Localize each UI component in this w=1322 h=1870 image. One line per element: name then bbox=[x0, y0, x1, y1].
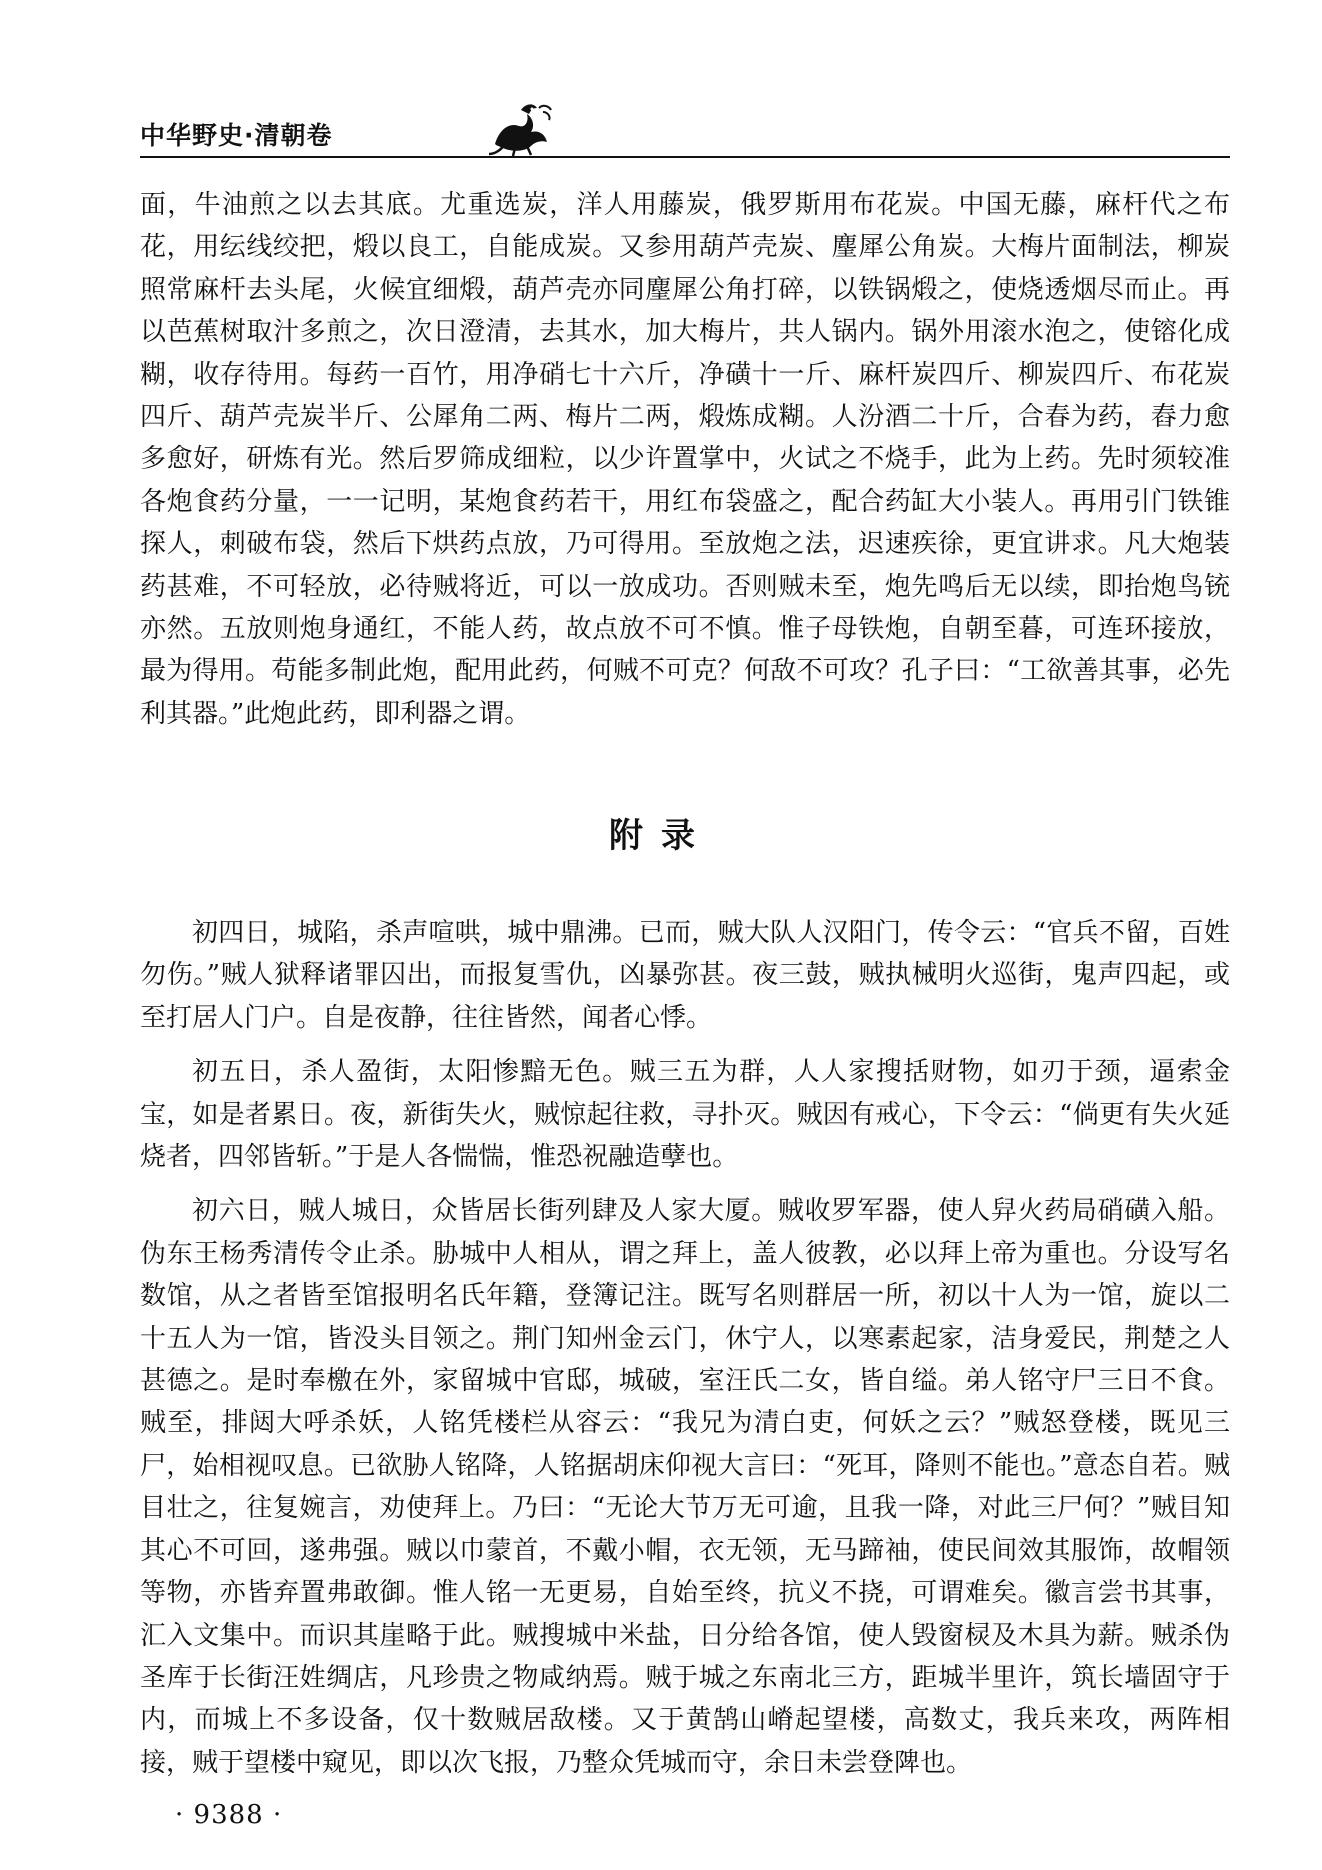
appendix-heading: 附录 bbox=[609, 816, 713, 856]
book-title: 中华野史·清朝卷 bbox=[140, 121, 333, 150]
appendix-paragraph: 初六日，贼人城日，众皆居长街列肆及人家大厦。贼收罗军器，使人舁火药局硝磺入船。伪东王杨秀清传令止杀。胁城中人相从，谓之拜上，盖人彼教，必以拜上帝为重也。分设写名数馆，从之者皆至馆报明名氏年籍，登簿记注。既写名则群居一所，初以十人为一馆，旋以二十五人为一馆，皆没头目领之。荆门知州金云门，休宁人，以寒素起家，洁身爱民，荆楚之人甚德之。是时奉檄在外，家留城中官邸，城破，室汪氏二女，皆自缢。弟人铭守尸三日不食。贼至，排闼大呼杀妖，人铭凭楼栏从容云：“我兄为清白吏，何妖之云？”贼怒登楼，既见三尸，始相视叹息。已欲胁人铭降，人铭据胡床仰视大言曰：“死耳，降则不能也。”意态自若。贼目壮之，往复婉言，劝使拜上。乃曰：“无论大节万无可逾，且我一降，对此三尸何？”贼目知其心不可回，遂弗强。贼以巾蒙首，不戴小帽，衣无领，无马蹄袖，使民间效其服饰，故帽领等物，亦皆弃置弗敢御。惟人铭一无更易，自始至终，抗义不挠，可谓难矣。徽言尝书其事，汇入文集中。而识其崖略于此。贼搜城中米盐，日分给各馆，使人毁窗棂及木具为薪。贼杀伪圣库于长街汪姓绸店，凡珍贵之物咸纳焉。贼于城之东南北三方，距城半里许，筑长墙固守于内，而城上不多设备，仅十数贼居敌楼。又于黄鹄山嵴起望楼，高数丈，我兵来攻，两阵相接，贼于望楼中窥见，即以次飞报，乃整众凭城而守，余日未尝登陴也。 bbox=[140, 1196, 1230, 1778]
running-header bbox=[140, 108, 1230, 158]
continued-paragraph: 面，牛油煎之以去其底。尤重选炭，洋人用藤炭，俄罗斯用布花炭。中国无藤，麻杆代之布花，用纭线绞把，煅以良工，自能成炭。又参用葫芦壳炭、麈犀公角炭。大梅片面制法，柳炭照常麻杆去头尾，火候宜细煅，葫芦壳亦同麈犀公角打碎，以铁锅煅之，使烧透烟尽而止。再以芭蕉树取汁多煎之，次日澄清，去其水，加大梅片，共人锅内。锅外用滚水泡之，使镕化成糊，收存待用。每药一百竹，用净硝七十六斤，净磺十一斤、麻杆炭四斤、柳炭四斤、布花炭四斤、葫芦壳炭半斤、公犀角二两、梅片二两，煅炼成糊。人汾酒二十斤，合春为药，舂力愈多愈好，研炼有光。然后罗筛成细粒，以少许置掌中，火试之不烧手，此为上药。先时须较准各炮食药分量，一一记明，某炮食药若干，用红布袋盛之，配合药缸大小装人。再用引门铁锥探人，刺破布袋，然后下烘药点放，乃可得用。至放炮之法，迟速疾徐，更宜讲求。凡大炮装药甚难，不可轻放，必待贼将近，可以一放成功。否则贼未至，炮先鸣后无以续，即抬炮鸟铳亦然。五放则炮身通红，不能人药，故点放不可不慎。惟子母铁炮，自朝至暮，可连环接放，最为得用。苟能多制此炮，配用此药，何贼不可克？何敌不可攻？孔子曰：“工欲善其事，必先利其器。”此炮此药，即利器之谓。 bbox=[140, 190, 1230, 729]
dragon-emblem-icon bbox=[485, 100, 555, 158]
appendix-paragraph: 初五日，杀人盈街，太阳惨黯无色。贼三五为群，人人家搜括财物，如刃于颈，逼索金宝，如是者累日。夜，新街失火，贼惊起往救，寻扑灭。贼因有戒心，下令云：“倘更有失火延烧者，四邻皆斩。”于是人各惴惴，惟恐祝融造孽也。 bbox=[140, 1057, 1230, 1173]
header-rule bbox=[140, 156, 1230, 158]
page-number: · 9388 · bbox=[175, 1800, 283, 1830]
appendix-body bbox=[140, 912, 1230, 1796]
appendix-paragraph: 初四日，城陷，杀声喧哄，城中鼎沸。已而，贼大队人汉阳门，传令云：“官兵不留，百姓勿伤。”贼人狱释诸罪囚出，而报复雪仇，凶暴弥甚。夜三鼓，贼执械明火巡街，鬼声四起，或至打居人门户。自是夜静，往往皆然，闻者心悸。 bbox=[140, 918, 1230, 1033]
